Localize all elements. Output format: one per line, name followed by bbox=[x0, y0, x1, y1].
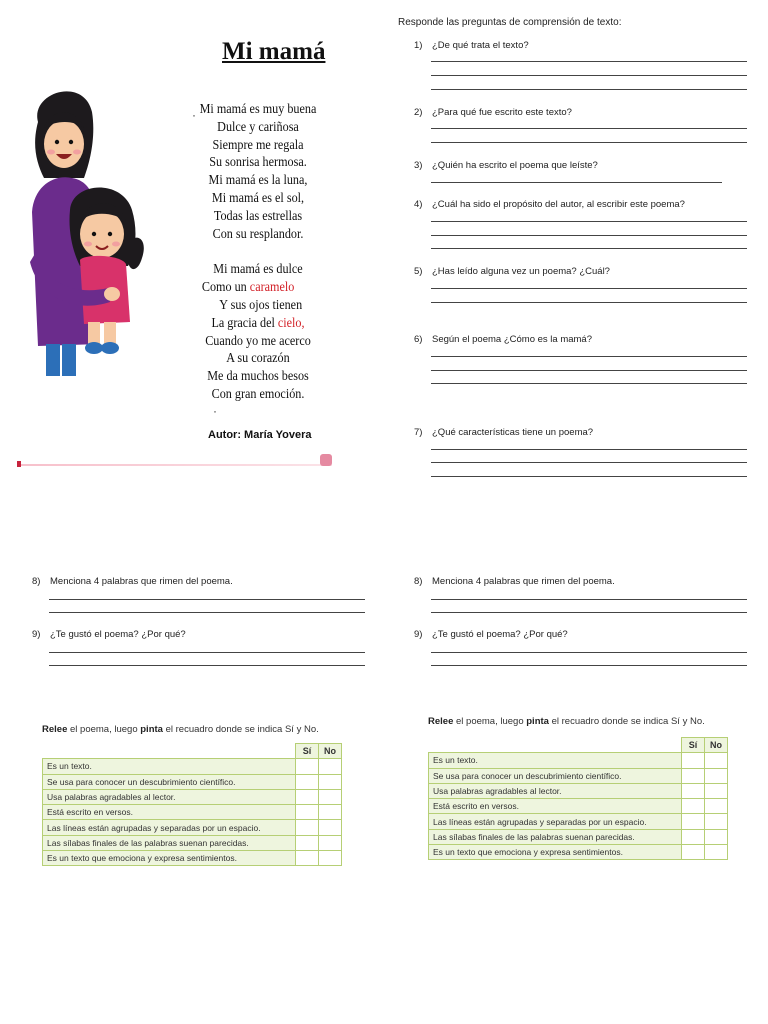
question-number: 1) bbox=[414, 40, 423, 51]
question-number: 2) bbox=[414, 107, 423, 118]
question-8-left bbox=[32, 576, 233, 587]
question-1 bbox=[414, 40, 529, 51]
verse: Mi mamá es la luna, bbox=[208, 172, 308, 188]
statement-cell: Se usa para conocer un descubrimiento científico. bbox=[429, 768, 682, 783]
table-row bbox=[43, 759, 342, 774]
table-row bbox=[429, 783, 728, 798]
poem-title: Mi mamá bbox=[222, 38, 326, 65]
answer-line[interactable] bbox=[431, 221, 747, 222]
answer-line[interactable] bbox=[431, 89, 747, 90]
no-box[interactable] bbox=[319, 789, 342, 804]
poem-author: Autor: María Yovera bbox=[208, 429, 312, 441]
no-box[interactable] bbox=[705, 768, 728, 783]
stray-dot: · bbox=[213, 404, 217, 418]
stray-dot: · bbox=[192, 108, 196, 122]
question-number: 8) bbox=[414, 576, 423, 587]
table-row bbox=[43, 805, 342, 820]
question-text: ¿Quién ha escrito el poema que leíste? bbox=[432, 160, 598, 171]
no-box[interactable] bbox=[705, 814, 728, 829]
table-row bbox=[429, 814, 728, 829]
verse: Y sus ojos tienen bbox=[219, 296, 303, 312]
si-box[interactable] bbox=[682, 799, 705, 814]
answer-line[interactable] bbox=[431, 288, 747, 289]
verse: Con gran emoción. bbox=[211, 385, 305, 401]
answer-line[interactable] bbox=[431, 462, 747, 463]
column-header-si: Sí bbox=[682, 738, 705, 753]
si-box[interactable] bbox=[296, 805, 319, 820]
question-text: ¿De qué trata el texto? bbox=[432, 40, 529, 51]
answer-line[interactable] bbox=[431, 235, 747, 236]
si-box[interactable] bbox=[296, 774, 319, 789]
answer-line[interactable] bbox=[431, 612, 747, 613]
answer-line[interactable] bbox=[431, 356, 747, 357]
flower-icon bbox=[320, 454, 332, 466]
si-box[interactable] bbox=[682, 753, 705, 768]
question-text: Menciona 4 palabras que rimen del poema. bbox=[50, 576, 233, 587]
questions-header: Responde las preguntas de comprensión de texto: bbox=[398, 17, 622, 28]
question-text: ¿Has leído alguna vez un poema? ¿Cuál? bbox=[432, 266, 610, 277]
question-text: Según el poema ¿Cómo es la mamá? bbox=[432, 334, 592, 345]
question-number: 5) bbox=[414, 266, 423, 277]
verse: Su sonrisa hermosa. bbox=[209, 154, 307, 170]
answer-line[interactable] bbox=[431, 599, 747, 600]
statement-cell: Es un texto que emociona y expresa sentimientos. bbox=[429, 845, 682, 860]
title-bold: Relee bbox=[428, 716, 454, 727]
statement-cell: Las líneas están agrupadas y separadas por un espacio. bbox=[429, 814, 682, 829]
verse: Todas las estrellas bbox=[213, 207, 303, 223]
question-9-right bbox=[414, 629, 568, 640]
table-title-left bbox=[42, 724, 319, 735]
question-text: ¿Te gustó el poema? ¿Por qué? bbox=[50, 629, 186, 640]
question-3 bbox=[414, 160, 598, 171]
answer-line[interactable] bbox=[49, 599, 365, 600]
verse: Me da muchos besos bbox=[207, 368, 309, 384]
si-box[interactable] bbox=[296, 759, 319, 774]
question-number: 4) bbox=[414, 199, 423, 210]
answer-line[interactable] bbox=[431, 476, 747, 477]
table-title-right bbox=[428, 716, 705, 727]
si-box[interactable] bbox=[682, 768, 705, 783]
statement-cell: Usa palabras agradables al lector. bbox=[43, 789, 296, 804]
answer-line[interactable] bbox=[49, 612, 365, 613]
statement-cell: Se usa para conocer un descubrimiento científico. bbox=[43, 774, 296, 789]
verse: Mi mamá es dulce bbox=[213, 261, 303, 277]
column-header-no: No bbox=[705, 738, 728, 753]
answer-line[interactable] bbox=[431, 182, 722, 183]
si-box[interactable] bbox=[296, 789, 319, 804]
statement-cell: Es un texto que emociona y expresa sentimientos. bbox=[43, 851, 296, 866]
statement-cell: Usa palabras agradables al lector. bbox=[429, 783, 682, 798]
answer-line[interactable] bbox=[431, 370, 747, 371]
no-box[interactable] bbox=[705, 783, 728, 798]
no-box[interactable] bbox=[705, 753, 728, 768]
question-number: 6) bbox=[414, 334, 423, 345]
answer-line[interactable] bbox=[431, 449, 747, 450]
si-box[interactable] bbox=[682, 829, 705, 844]
answer-line[interactable] bbox=[49, 665, 365, 666]
answer-line[interactable] bbox=[431, 665, 747, 666]
table-corner bbox=[43, 744, 296, 759]
question-number: 9) bbox=[32, 629, 41, 640]
question-text: ¿Para qué fue escrito este texto? bbox=[432, 107, 572, 118]
table-row bbox=[429, 829, 728, 844]
no-box[interactable] bbox=[705, 829, 728, 844]
statement-cell: Las sílabas finales de las palabras suenan parecidas. bbox=[43, 835, 296, 850]
answer-line[interactable] bbox=[431, 302, 747, 303]
no-box[interactable] bbox=[319, 851, 342, 866]
question-text: Menciona 4 palabras que rimen del poema. bbox=[432, 576, 615, 587]
question-number: 9) bbox=[414, 629, 423, 640]
title-text: el recuadro donde se indica Sí y No. bbox=[162, 724, 319, 735]
title-bold: pinta bbox=[140, 724, 163, 735]
title-text: el recuadro donde se indica Sí y No. bbox=[548, 716, 705, 727]
statement-cell: Es un texto. bbox=[43, 759, 296, 774]
question-number: 8) bbox=[32, 576, 41, 587]
table-row bbox=[43, 789, 342, 804]
poem-body bbox=[195, 100, 321, 403]
no-box[interactable] bbox=[319, 820, 342, 835]
question-9-left bbox=[32, 629, 186, 640]
question-7 bbox=[414, 427, 593, 438]
yes-no-table-right bbox=[428, 737, 728, 860]
si-box[interactable] bbox=[296, 835, 319, 850]
no-box[interactable] bbox=[319, 774, 342, 789]
no-box[interactable] bbox=[705, 845, 728, 860]
answer-line[interactable] bbox=[431, 383, 747, 384]
answer-line[interactable] bbox=[431, 652, 747, 653]
verse: Con su resplandor. bbox=[212, 225, 304, 241]
table-row bbox=[429, 768, 728, 783]
table-row bbox=[43, 835, 342, 850]
question-text: ¿Te gustó el poema? ¿Por qué? bbox=[432, 629, 568, 640]
title-bold: Relee bbox=[42, 724, 68, 735]
no-box[interactable] bbox=[319, 805, 342, 820]
table-corner bbox=[429, 738, 682, 753]
table-row bbox=[43, 820, 342, 835]
table-row bbox=[43, 774, 342, 789]
verse: Mi mamá es muy buena bbox=[199, 101, 317, 116]
question-4 bbox=[414, 199, 685, 210]
answer-line[interactable] bbox=[431, 248, 747, 249]
column-header-no: No bbox=[319, 744, 342, 759]
title-text: el poema, luego bbox=[67, 724, 141, 735]
verse: Dulce y cariñosa bbox=[217, 118, 299, 134]
answer-line[interactable] bbox=[49, 652, 365, 653]
title-bold: pinta bbox=[526, 716, 549, 727]
decorative-divider bbox=[18, 464, 332, 466]
no-box[interactable] bbox=[319, 835, 342, 850]
statement-cell: Está escrito en versos. bbox=[43, 805, 296, 820]
question-5 bbox=[414, 266, 610, 277]
question-6 bbox=[414, 334, 592, 345]
table-row bbox=[429, 799, 728, 814]
statement-cell: Es un texto. bbox=[429, 753, 682, 768]
si-box[interactable] bbox=[296, 851, 319, 866]
column-header-si: Sí bbox=[296, 744, 319, 759]
highlighted-word: cielo, bbox=[277, 314, 305, 330]
statement-cell: Las sílabas finales de las palabras suenan parecidas. bbox=[429, 829, 682, 844]
verse-text: La gracia del bbox=[211, 314, 278, 330]
answer-line[interactable] bbox=[431, 75, 747, 76]
si-box[interactable] bbox=[296, 820, 319, 835]
verse bbox=[195, 314, 321, 332]
table-row bbox=[429, 753, 728, 768]
decorative-mark bbox=[17, 461, 21, 467]
verse-text: Como un bbox=[201, 279, 250, 295]
answer-line[interactable] bbox=[431, 128, 747, 129]
highlighted-word: caramelo bbox=[249, 279, 295, 295]
answer-line[interactable] bbox=[431, 142, 747, 143]
answer-line[interactable] bbox=[431, 61, 747, 62]
yes-no-table-left bbox=[42, 743, 342, 866]
si-box[interactable] bbox=[682, 845, 705, 860]
title-text: el poema, luego bbox=[453, 716, 527, 727]
si-box[interactable] bbox=[682, 814, 705, 829]
question-2 bbox=[414, 107, 572, 118]
mother-daughter-illustration bbox=[24, 82, 150, 380]
table-row bbox=[429, 845, 728, 860]
table-row bbox=[43, 851, 342, 866]
question-number: 3) bbox=[414, 160, 423, 171]
statement-cell: Está escrito en versos. bbox=[429, 799, 682, 814]
question-8-right bbox=[414, 576, 615, 587]
no-box[interactable] bbox=[705, 799, 728, 814]
question-text: ¿Qué características tiene un poema? bbox=[432, 427, 594, 438]
si-box[interactable] bbox=[682, 783, 705, 798]
question-text: ¿Cuál ha sido el propósito del autor, al escribir este poema? bbox=[432, 199, 685, 210]
statement-cell: Las líneas están agrupadas y separadas por un espacio. bbox=[43, 820, 296, 835]
question-number: 7) bbox=[414, 427, 423, 438]
verse bbox=[175, 278, 321, 296]
verse: Mi mamá es el sol, bbox=[211, 189, 305, 205]
verse: Siempre me regala bbox=[212, 136, 304, 152]
verse: A su corazón bbox=[226, 350, 290, 366]
verse: Cuando yo me acerco bbox=[205, 332, 311, 348]
no-box[interactable] bbox=[319, 759, 342, 774]
